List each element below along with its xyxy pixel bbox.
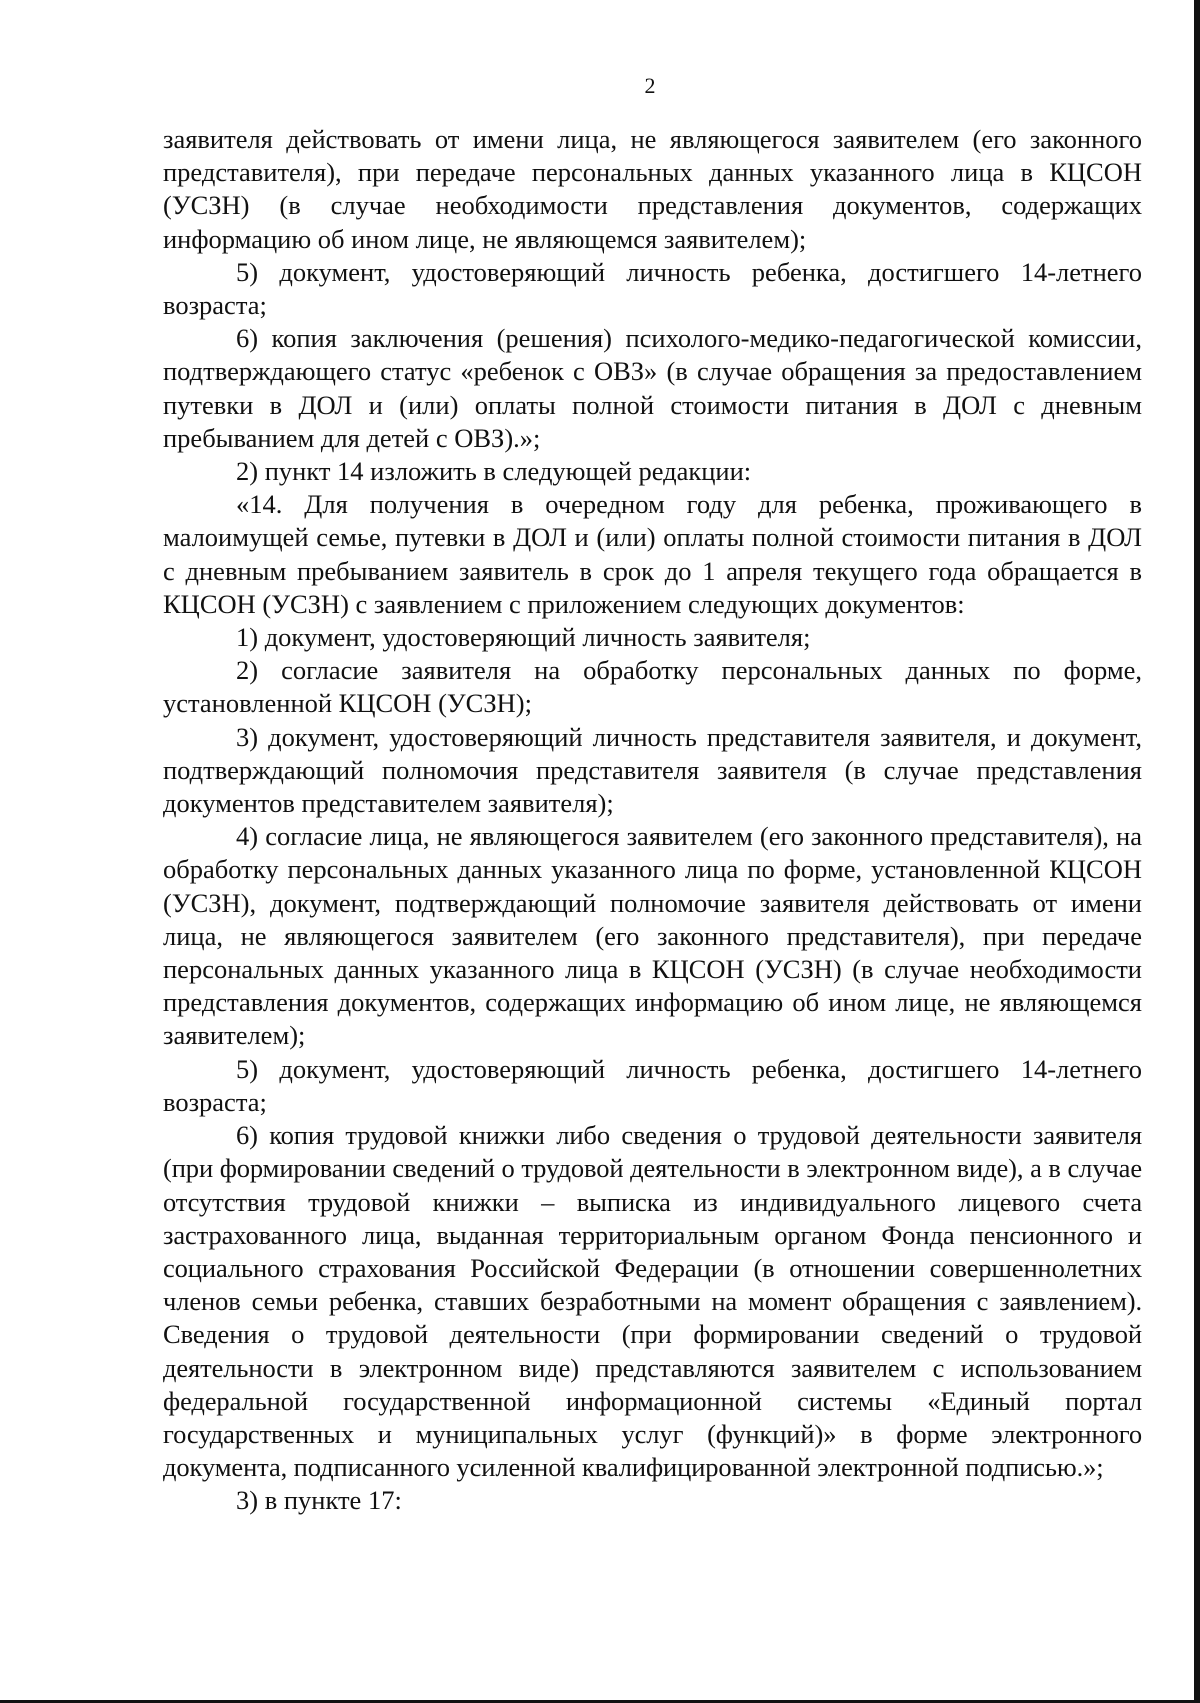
paragraph-item-3-representative: 3) документ, удостоверяющий личность представителя заявителя, и документ, подтверждающий полномочия представителя заявителя (в случае представления документов представителем заявителя);: [163, 721, 1142, 819]
scan-border-right: [1194, 0, 1200, 1703]
paragraph-item-5-child-id-repeat: 5) документ, удостоверяющий личность ребенка, достигшего 14-летнего возраста;: [163, 1053, 1142, 1117]
paragraph-item-4-third-party-consent: 4) согласие лица, не являющегося заявителем (его законного представителя), на обработку персональных данных указанного лица по форме, установленной КЦСОН (УСЗН), документ, подтверждающий полномочие заявителя действовать от имени лица, не являющегося заявителем (его законного представителя), при передаче персональных данных указанного лица в КЦСОН (УСЗН) (в случае необходимости представления документов, содержащих информацию об ином лице, не являющемся заявителем);: [163, 821, 1142, 1051]
paragraph-item-6-pmpk-conclusion: 6) копия заключения (решения) психолого-медико-педагогической комиссии, подтверждающего статус «ребенок с ОВЗ» (в случае обращения за предоставлением путевки в ДОЛ и (или) оплаты полной стоимости питания в ДОЛ с дневным пребыванием для детей с ОВЗ).»;: [163, 323, 1142, 453]
paragraph-point-14-edit: 2) пункт 14 изложить в следующей редакции:: [236, 456, 752, 487]
paragraph-item-2-consent: 2) согласие заявителя на обработку персональных данных по форме, установленной КЦСОН (УСЗН);: [163, 655, 1142, 719]
paragraph-item-1-applicant-id: 1) документ, удостоверяющий личность заявителя;: [236, 622, 811, 653]
paragraph-continuation: заявителя действовать от имени лица, не являющегося заявителем (его законного представителя), при передаче персональных данных указанного лица в КЦСОН (УСЗН) (в случае необходимости представления документов, содержащих информацию об ином лице, не являющемся заявителем);: [163, 124, 1142, 254]
document-body: [163, 123, 1142, 1518]
paragraph-point-14-text: «14. Для получения в очередном году для ребенка, проживающего в малоимущей семье, путевки в ДОЛ и (или) оплаты полной стоимости питания в ДОЛ с дневным пребыванием заявитель в срок до 1 апреля текущего года обращается в КЦСОН (УСЗН) с заявлением с приложением следующих документов:: [163, 489, 1142, 619]
page-number: 2: [644, 73, 656, 98]
paragraph-point-17-edit: 3) в пункте 17:: [236, 1485, 402, 1516]
paragraph-item-6-employment-record: 6) копия трудовой книжки либо сведения о трудовой деятельности заявителя (при формировании сведений о трудовой деятельности в электронном виде), а в случае отсутствия трудовой книжки – выписка из индивидуального лицевого счета застрахованного лица, выданная территориальным органом Фонда пенсионного и социального страхования Российской Федерации (в отношении совершеннолетних членов семьи ребенка, ставших безработными на момент обращения с заявлением). Сведения о трудовой деятельности (при формировании сведений о трудовой деятельности в электронном виде) представляются заявителем с использованием федеральной государственной информационной системы «Единый портал государственных и муниципальных услуг (функций)» в форме электронного документа, подписанного усиленной квалифицированной электронной подписью.»;: [163, 1120, 1142, 1483]
paragraph-item-5-child-id: 5) документ, удостоверяющий личность ребенка, достигшего 14-летнего возраста;: [163, 256, 1142, 321]
